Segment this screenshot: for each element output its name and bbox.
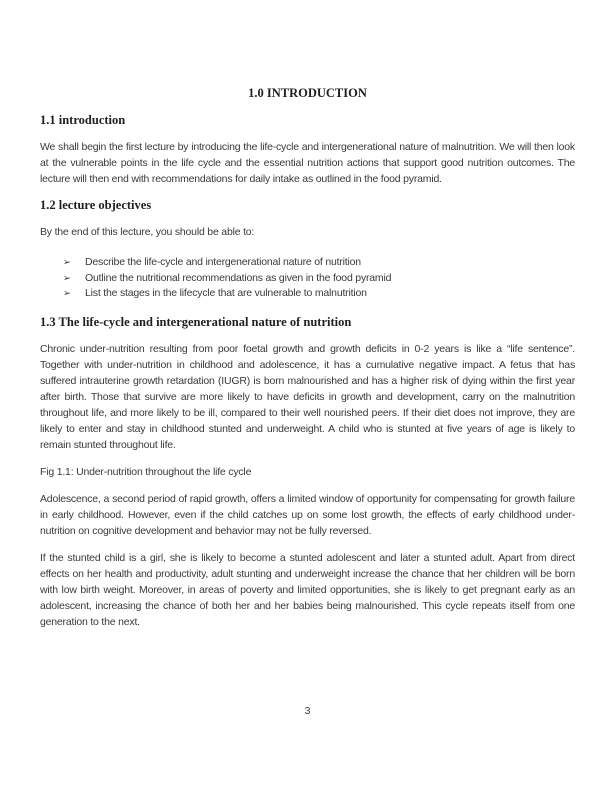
paragraph-introduction: We shall begin the first lecture by introducing the life-cycle and intergenerational nature of malnutrition. We will then look at the vulnerable points in the life cycle and the essential nutrition actions that support good nutrition outcomes. The lecture will then end with recommendations for daily intake as outlined in the food pyramid. (40, 141, 575, 185)
section-1-2 (40, 198, 575, 302)
paragraph-lifecycle-1: Chronic under-nutrition resulting from poor foetal growth and growth deficits in 0-2 years is like a “life sentence”. Together with under-nutrition in childhood and adolescence, it has a cumulative negative impact. A fetus that has suffered intrauterine growth retardation (IUGR) is born malnourished and has a higher risk of dying within the first year after birth. Those that survive are more likely to have deficits in growth and development, carry on the malnutrition throughout life, and more likely to be ill, compared to their well nourished peers. If their diet does not improve, they are likely to enter and stay in childhood stunted and underweight. A child who is stunted at five years of age is likely to remain stunted throughout life. (40, 342, 575, 451)
section-heading-1-2: 1.2 lecture objectives (40, 198, 152, 212)
objective-text: List the stages in the lifecycle that are vulnerable to malnutrition (85, 287, 367, 299)
section-1-3 (40, 315, 575, 630)
objective-item (63, 271, 575, 287)
section-1-1 (40, 113, 575, 187)
paragraph-lifecycle-3: If the stunted child is a girl, she is likely to become a stunted adolescent and later a stunted adult. Apart from direct effects on her health and productivity, adult stunting and underweight increase the chance that her children will be born with low birth weight. Moreover, in areas of poverty and limited opportunities, she is likely to get pregnant early as an adolescent, increasing the chance of both her and her babies being malnourished. This cycle repeats itself from one generation to the next. (40, 551, 575, 628)
page-content (40, 86, 575, 641)
document-title: 1.0 INTRODUCTION (248, 86, 367, 100)
section-heading-1-1: 1.1 introduction (40, 113, 126, 127)
arrow-bullet-icon: ➢ (63, 272, 71, 284)
objectives-lead-text: By the end of this lecture, you should be able to: (40, 226, 255, 238)
arrow-bullet-icon: ➢ (63, 257, 71, 268)
paragraph-lifecycle-2: Adolescence, a second period of rapid growth, offers a limited window of opportunity for compensating for growth failure in early childhood. However, even if the child catches up on some lost growth, the effects of early childhood under-nutrition on cognitive development and behavior may not be fully reversed. (40, 492, 575, 537)
page-number: 3 (304, 705, 311, 717)
figure-caption: Fig 1.1: Under-nutrition throughout the life cycle (40, 465, 252, 478)
objectives-list (40, 255, 575, 302)
objective-text: Outline the nutritional recommendations as given in the food pyramid (85, 271, 392, 284)
section-heading-1-3: 1.3 The life-cycle and intergenerational nature of nutrition (40, 314, 352, 329)
objective-item (63, 255, 575, 271)
objective-text: Describe the life-cycle and intergenerational nature of nutrition (85, 256, 361, 268)
objective-item (63, 286, 575, 302)
arrow-bullet-icon: ➢ (63, 288, 71, 299)
